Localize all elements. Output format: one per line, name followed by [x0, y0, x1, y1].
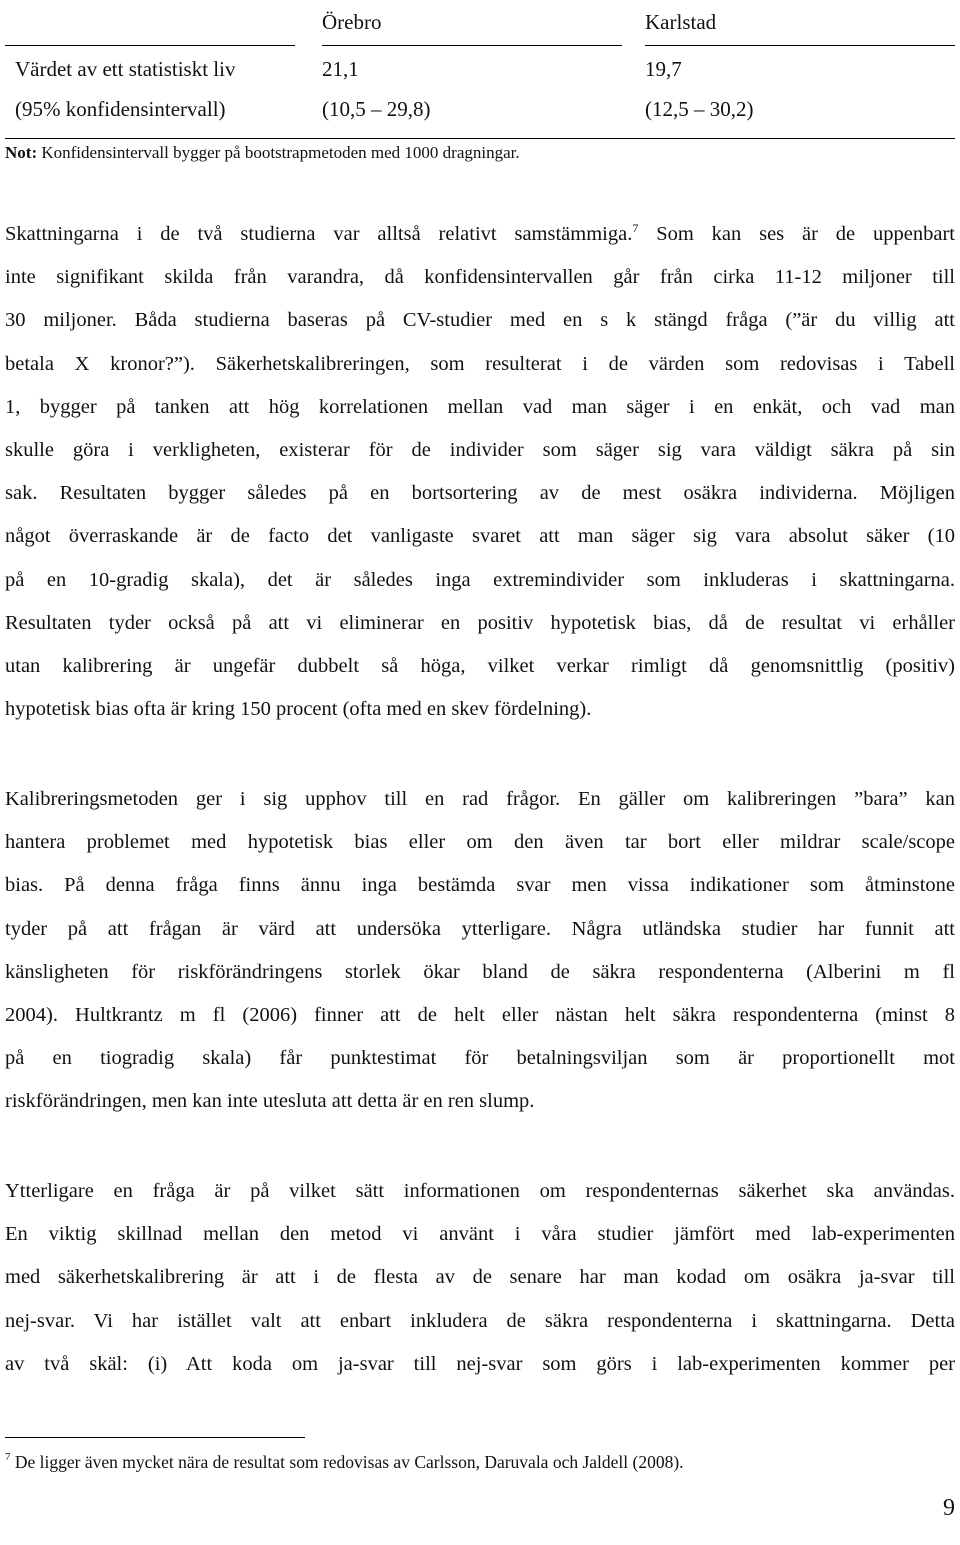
paragraph-line: 2004). Hultkrantz m fl (2006) finner att de helt eller nästan helt säkra respondenterna (minst 8	[5, 1003, 955, 1026]
paragraph-line: Ytterligare en fråga är på vilket sätt informationen om respondenternas säkerhet ska användas.	[5, 1180, 955, 1202]
text-run: Skattningarna i de två studierna var alltså relativt samstämmiga.	[5, 223, 633, 245]
paragraph-line: nej-svar. Vi har istället valt att enbart inkludera de säkra respondenterna i skattningarna. Detta	[5, 1309, 955, 1332]
text-run: Som kan ses är de uppenbart	[638, 223, 955, 245]
paragraph-line: bias. På denna fråga finns ännu inga bestämda svar men vissa indikationer som åtminstone	[5, 874, 955, 897]
paragraph-line: sak. Resultaten bygger således på en bortsortering av de mest osäkra individerna. Möjligen	[5, 482, 955, 505]
paragraph-line: inte signifikant skilda från varandra, då konfidensintervallen går från cirka 11-12 miljoner till	[5, 266, 955, 289]
table-note	[5, 143, 520, 163]
paragraph-line: tyder på att frågan är värd att undersöka ytterligare. Några utländska studier har funnit att	[5, 917, 955, 940]
table-rule-top-left	[5, 45, 295, 46]
note-label: Not:	[5, 143, 38, 162]
paragraph-line: hypotetisk bias ofta är kring 150 procent (ofta med en skev fördelning).	[5, 698, 592, 721]
col-header-karlstad: Karlstad	[645, 10, 717, 34]
paragraph-line: av två skäl: (i) Att koda om ja-svar till nej-svar som görs i lab-experimenten kommer per	[5, 1352, 955, 1375]
paragraph-line: 30 miljoner. Båda studierna baseras på CV-studier med en s k stängd fråga (”är du villig att	[5, 309, 955, 332]
paragraph-line: på en 10-gradig skala), det är således inga extremindivider som inkluderas i skattningarna.	[5, 568, 955, 591]
cell-karlstad: 19,7	[645, 57, 682, 81]
paragraph-line: Kalibreringsmetoden ger i sig upphov till en rad frågor. En gäller om kalibreringen ”bara” kan	[5, 788, 955, 810]
cell-orebro: 21,1	[322, 57, 359, 81]
paragraph-line: känsligheten för riskförändringens storlek ökar bland de säkra respondenterna (Alberini m fl	[5, 960, 955, 983]
page-number: 9	[943, 1495, 955, 1521]
paragraph-line: Resultaten tyder också på att vi eliminerar en positiv hypotetisk bias, då de resultat vi erhåller	[5, 611, 955, 634]
paragraph-1	[5, 213, 955, 731]
paragraph-line: 1, bygger på tanken att hög korrelationen mellan vad man säger i en enkät, och vad man	[5, 395, 955, 418]
paragraph-2	[5, 778, 955, 1124]
paragraph-3	[5, 1170, 955, 1386]
paragraph-line: riskförändringen, men kan inte utesluta att detta är en ren slump.	[5, 1090, 535, 1113]
paragraph-line: En viktig skillnad mellan den metod vi använt i våra studier jämfört med lab-experimenten	[5, 1223, 955, 1246]
footnote-number: 7	[5, 1451, 11, 1463]
footnote-text: De ligger även mycket nära de resultat som redovisas av Carlsson, Daruvala och Jaldell (2008).	[10, 1452, 684, 1472]
note-text: Konfidensintervall bygger på bootstrapmetoden med 1000 dragningar.	[37, 143, 520, 162]
paragraph-line: skulle göra i verkligheten, existerar för de individer som säger sig vara väldigt säkra på sin	[5, 438, 955, 461]
cell-karlstad: (12,5 – 30,2)	[645, 97, 754, 121]
paragraph-line: på en tiogradig skala) får punktestimat för betalningsviljan som är proportionellt mot	[5, 1047, 955, 1070]
footnote-ref: 7	[632, 221, 639, 235]
table-rule-bottom	[5, 138, 955, 139]
cell-orebro: (10,5 – 29,8)	[322, 97, 431, 121]
row-label: (95% konfidensintervall)	[15, 97, 226, 121]
paragraph-line	[5, 213, 955, 256]
footnote	[5, 1452, 684, 1473]
table-rule-top-mid	[322, 45, 622, 46]
col-header-orebro: Örebro	[322, 10, 382, 34]
row-label: Värdet av ett statistiskt liv	[15, 57, 236, 81]
paragraph-line: något överraskande är de facto det vanligaste svaret att man säger sig vara absolut säker (10	[5, 525, 955, 548]
footnote-separator	[5, 1437, 305, 1438]
paragraph-line: hantera problemet med hypotetisk bias eller om den även tar bort eller mildrar scale/scope	[5, 831, 955, 854]
paragraph-line: utan kalibrering är ungefär dubbelt så höga, vilket verkar rimligt då genomsnittlig (positiv)	[5, 654, 955, 677]
table-rule-top-right	[645, 45, 955, 46]
paragraph-line: betala X kronor?”). Säkerhetskalibreringen, som resulterat i de värden som redovisas i Tabell	[5, 352, 955, 375]
paragraph-line: med säkerhetskalibrering är att i de flesta av de senare har man kodad om osäkra ja-svar till	[5, 1266, 955, 1289]
